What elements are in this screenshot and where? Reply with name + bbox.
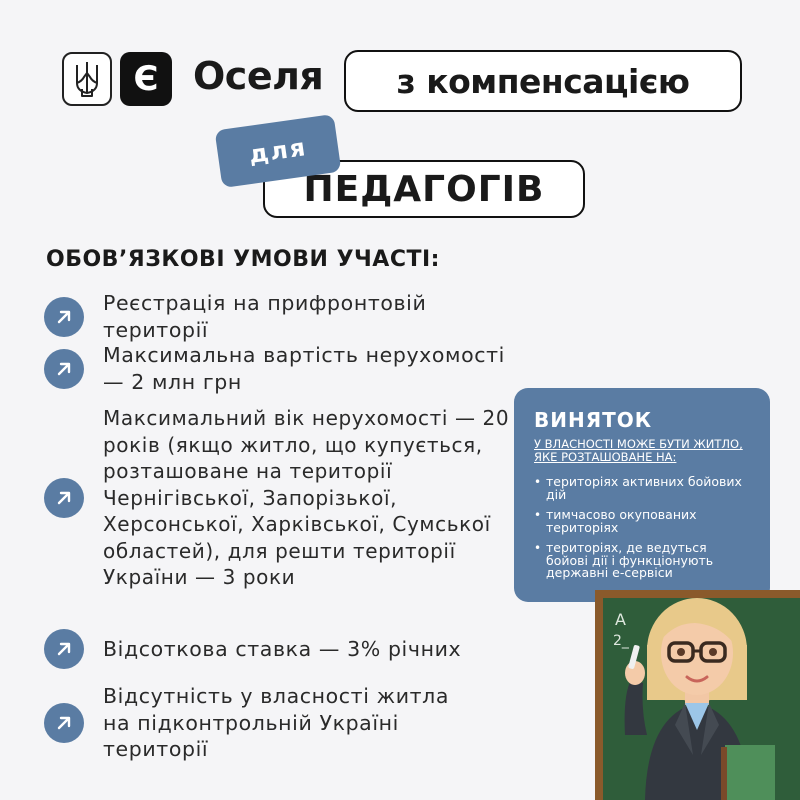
list-item: [44, 629, 514, 669]
exception-title: ВИНЯТОК: [534, 408, 653, 432]
bullet-dot-icon: •: [534, 541, 542, 555]
teacher-illustration: [585, 585, 800, 800]
arrow-up-right-icon: [44, 629, 84, 669]
audience-label: ПЕДАГОГІВ: [263, 160, 585, 218]
exception-item-text: територіях, де ведуться бойові дії і функціонують державні е-сервіси: [546, 540, 714, 580]
exception-item-text: територіях активних бойових дій: [546, 474, 742, 502]
program-title: Оселя: [193, 54, 324, 98]
svg-text:2_: 2_: [613, 633, 629, 649]
arrow-up-right-icon: [44, 478, 84, 518]
program-subtitle: з компенсацією: [344, 50, 742, 112]
exception-card: [514, 388, 770, 602]
condition-text: Відсутність у власності житла на підконтрольній Україні території: [103, 684, 450, 761]
condition-text: Максимальний вік нерухомості — 20 років (якщо житло, що купується, розташоване на території Чернігівської, Запорізької, Херсонської, Харківської, Сумської областей), для решти території України — 3 роки: [103, 406, 510, 589]
list-item: [44, 342, 514, 395]
list-item: [534, 542, 752, 580]
condition-text: Реєстрація на прифронтовій території: [103, 291, 427, 342]
svg-text:A: A: [615, 610, 626, 629]
exception-item-text: тимчасово окупованих територіях: [546, 507, 697, 535]
list-item: [44, 290, 514, 343]
for-label: для: [215, 114, 342, 188]
list-item: [534, 476, 752, 501]
section-heading: ОБОВ’ЯЗКОВІ УМОВИ УЧАСТІ:: [46, 247, 440, 272]
arrow-up-right-icon: [44, 349, 84, 389]
list-item: [44, 683, 514, 763]
header: [62, 50, 752, 106]
list-item: [534, 509, 752, 534]
exception-subtitle: У ВЛАСНОСТІ МОЖЕ БУТИ ЖИТЛО, ЯКЕ РОЗТАШОВАНЕ НА:: [534, 437, 743, 464]
arrow-up-right-icon: [44, 297, 84, 337]
diia-logo: Є: [120, 52, 172, 106]
bullet-dot-icon: •: [534, 508, 542, 522]
bullet-dot-icon: •: [534, 475, 542, 489]
condition-text: Максимальна вартість нерухомості — 2 млн грн: [103, 343, 505, 394]
list-item: [44, 405, 514, 591]
arrow-up-right-icon: [44, 703, 84, 743]
condition-text: Відсоткова ставка — 3% річних: [103, 636, 462, 661]
trident-icon: [62, 52, 112, 106]
